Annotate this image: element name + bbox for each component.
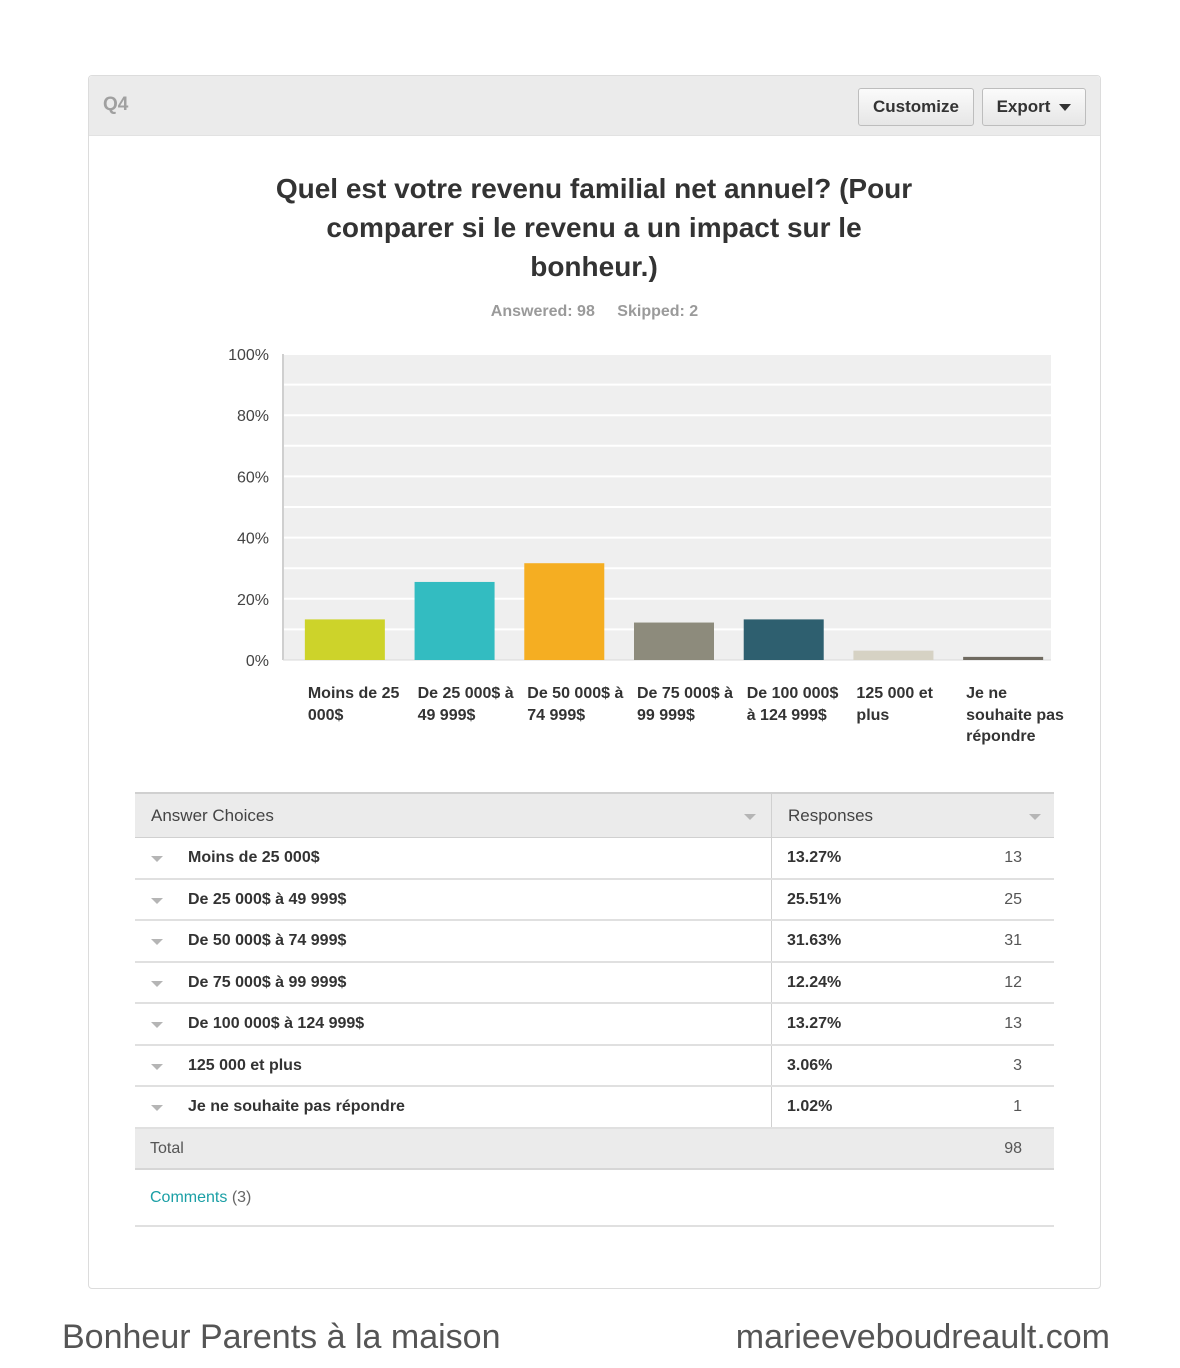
export-label: Export (996, 97, 1051, 116)
answer-choices-header[interactable]: Answer Choices (151, 806, 274, 825)
response-count: 12 (1004, 973, 1022, 991)
y-tick-label: 0% (245, 653, 269, 670)
bar[interactable] (853, 651, 933, 660)
table-row (135, 838, 1054, 880)
y-tick-label: 100% (228, 347, 269, 364)
y-tick-label: 20% (236, 591, 269, 609)
expand-icon[interactable] (151, 981, 163, 987)
response-percent: 1.02% (787, 1098, 833, 1115)
expand-icon[interactable] (151, 898, 163, 904)
table-row (135, 1087, 1054, 1129)
y-tick-label: 40% (236, 530, 269, 548)
table-row (135, 1004, 1054, 1046)
card-header (89, 76, 1100, 136)
response-count: 13 (1004, 1015, 1022, 1032)
answer-choice-label: 125 000 et plus (188, 1056, 302, 1074)
column-divider (771, 1004, 772, 1044)
bar-chart (179, 338, 1059, 678)
column-divider (771, 880, 772, 920)
x-tick-label: De 100 000$ à 124 999$ (746, 685, 839, 724)
bar[interactable] (963, 657, 1043, 660)
table-row (135, 1046, 1054, 1088)
total-count: 98 (1004, 1139, 1022, 1157)
table-row (135, 921, 1054, 963)
response-count: 3 (1013, 1056, 1022, 1074)
answer-choice-label: De 25 000$ à 49 999$ (188, 890, 347, 908)
expand-icon[interactable] (151, 1064, 163, 1070)
response-percent: 3.06% (787, 1056, 833, 1074)
answer-choice-label: Moins de 25 000$ (188, 849, 320, 866)
comments-link[interactable] (150, 1189, 251, 1207)
answered-count: Answered: 98 (490, 303, 595, 320)
answer-choice-label: De 75 000$ à 99 999$ (188, 973, 347, 991)
comments-label[interactable]: Comments (150, 1188, 228, 1206)
total-label: Total (150, 1139, 184, 1157)
column-divider (771, 1046, 772, 1086)
x-tick-label: De 25 000$ à 49 999$ (417, 685, 514, 724)
question-title: Quel est votre revenu familial net annuel? (Pour comparer si le revenu a un impact sur le bonheur.) (275, 173, 913, 282)
response-percent: 13.27% (787, 849, 842, 866)
answer-choice-label: De 50 000$ à 74 999$ (188, 932, 347, 949)
expand-icon[interactable] (151, 1022, 163, 1028)
response-count: 25 (1004, 890, 1022, 908)
answer-choice-label: De 100 000$ à 124 999$ (188, 1015, 365, 1032)
comments-count: (3) (231, 1188, 252, 1206)
column-divider (771, 921, 772, 961)
response-percent: 12.24% (787, 973, 842, 991)
bar[interactable] (305, 619, 385, 660)
question-card (88, 75, 1101, 1289)
expand-icon[interactable] (151, 939, 163, 945)
table-row (135, 880, 1054, 922)
response-percent: 25.51% (787, 890, 842, 908)
table-header (135, 792, 1054, 838)
table-row (135, 963, 1054, 1005)
x-tick-label: 125 000 et plus (856, 685, 933, 724)
responses-table (135, 792, 1054, 1227)
column-divider (771, 838, 772, 878)
x-tick-label: Je ne souhaite pas répondre (966, 685, 1064, 745)
column-divider (771, 794, 772, 838)
expand-icon[interactable] (151, 856, 163, 862)
answer-choice-label: Je ne souhaite pas répondre (188, 1098, 405, 1115)
column-divider (771, 1087, 772, 1127)
response-count: 13 (1004, 849, 1022, 866)
bar[interactable] (744, 619, 824, 660)
footer-website: marieeveboudreault.com (735, 1318, 1110, 1356)
skipped-count: Skipped: 2 (617, 303, 699, 320)
response-count: 31 (1004, 932, 1022, 949)
comments-row (135, 1170, 1054, 1227)
y-tick-label: 80% (236, 408, 269, 426)
response-count: 1 (1013, 1098, 1022, 1115)
bar[interactable] (415, 582, 495, 660)
customize-label: Customize (873, 97, 959, 116)
x-tick-label: Moins de 25 000$ (307, 685, 400, 724)
customize-button[interactable] (858, 88, 974, 126)
chevron-down-icon (1059, 104, 1071, 111)
response-stats (89, 303, 1100, 321)
table-rows (135, 838, 1054, 1129)
total-row (135, 1129, 1054, 1170)
x-tick-label: De 75 000$ à 99 999$ (637, 685, 734, 724)
response-percent: 13.27% (787, 1015, 842, 1032)
response-percent: 31.63% (787, 932, 842, 949)
question-number: Q4 (103, 94, 129, 115)
sort-icon[interactable] (1029, 814, 1041, 820)
bar[interactable] (524, 563, 604, 660)
expand-icon[interactable] (151, 1105, 163, 1111)
responses-header[interactable]: Responses (788, 806, 874, 825)
footer-brand: Bonheur Parents à la maison (62, 1318, 501, 1356)
sort-icon[interactable] (744, 814, 756, 820)
bar[interactable] (634, 623, 714, 660)
export-button[interactable] (982, 88, 1086, 126)
column-divider (771, 963, 772, 1003)
y-tick-label: 60% (236, 469, 269, 487)
x-tick-label: De 50 000$ à 74 999$ (527, 685, 624, 724)
